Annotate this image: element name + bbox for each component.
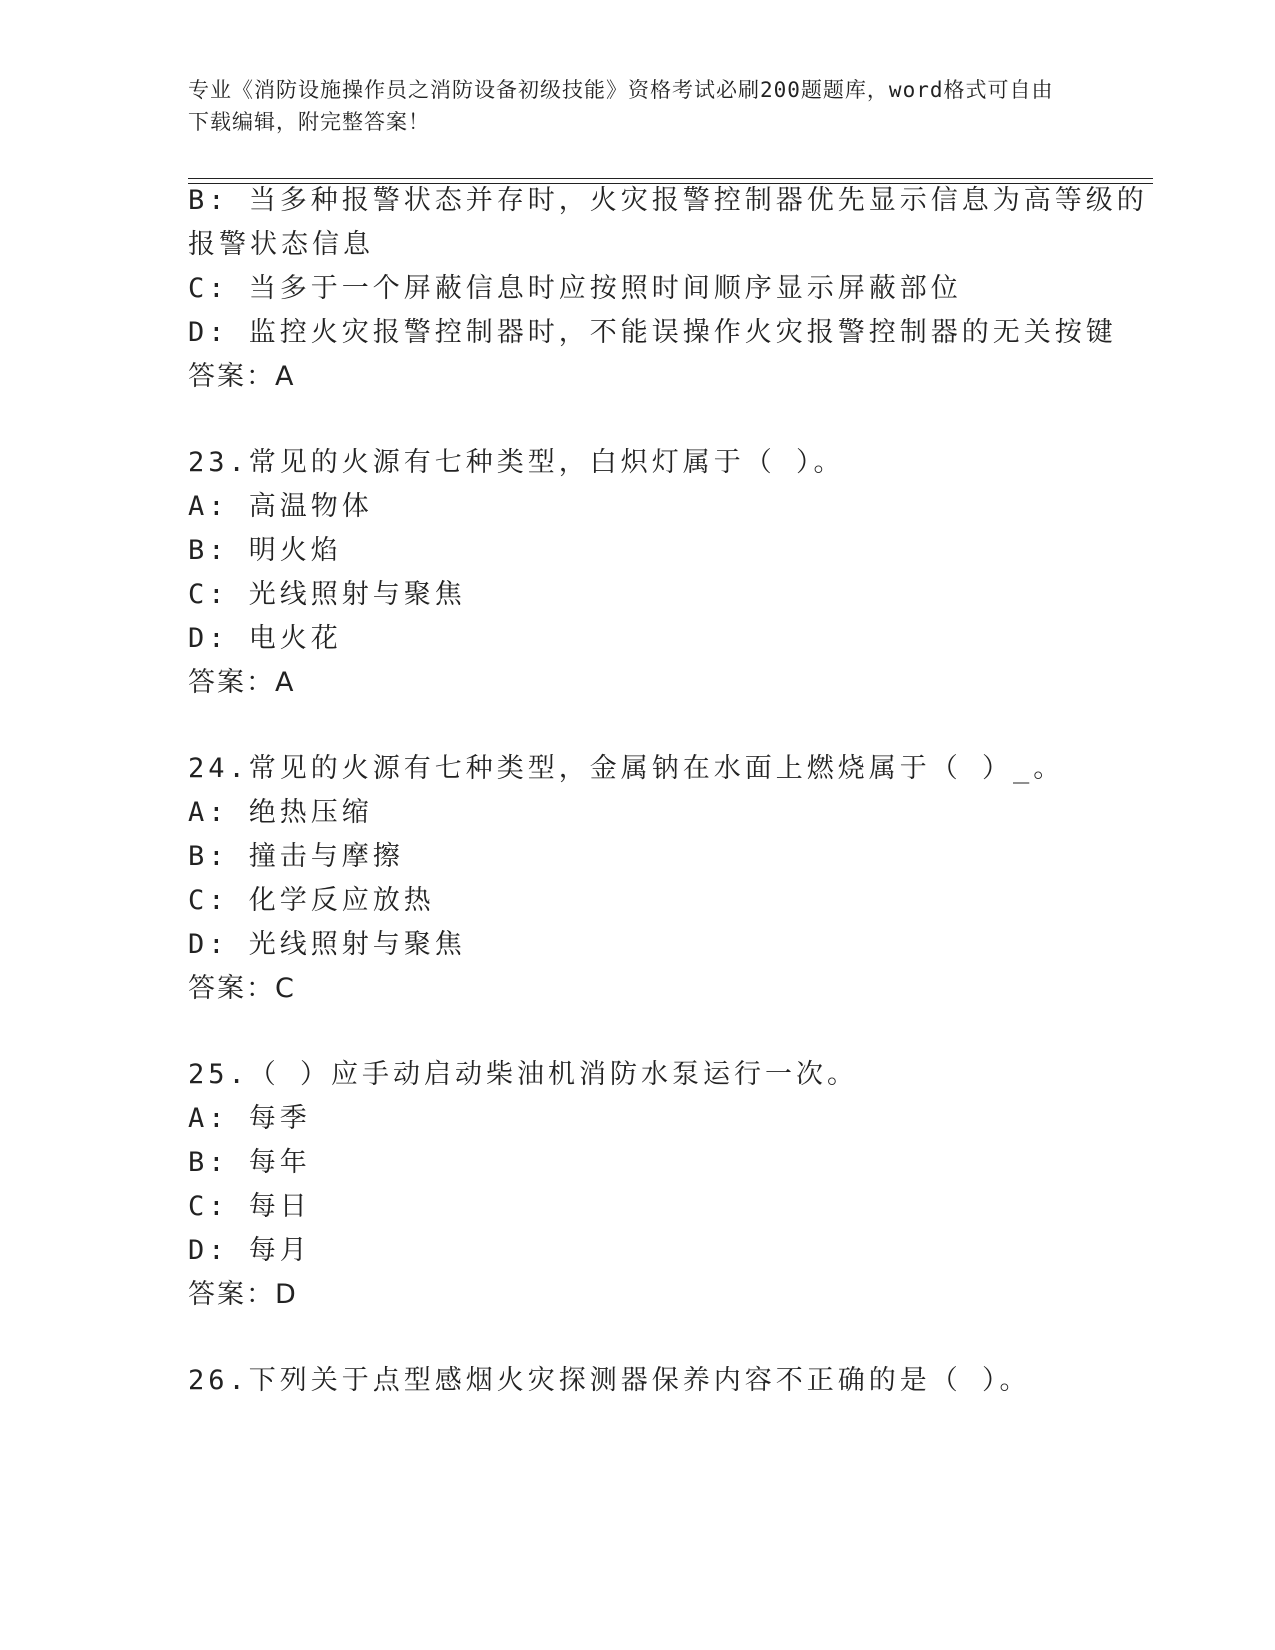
option-line: A: 每季 [188,1103,311,1134]
answer-value: A [275,667,294,698]
answer-value: C [275,973,294,1004]
option-line: A: 高温物体 [188,491,373,522]
answer-line [188,360,293,394]
answer-value: A [275,361,294,392]
option-line: C: 化学反应放热 [188,885,435,916]
question-stem: 23.常见的火源有七种类型，白炽灯属于（ ）。 [188,447,845,478]
question-stem: 26.下列关于点型感烟火灾探测器保养内容不正确的是（ ）。 [188,1365,1031,1396]
option-line: D: 光线照射与聚焦 [188,929,466,960]
option-line: D: 监控火灾报警控制器时，不能误操作火灾报警控制器的无关按键 [188,317,1117,348]
answer-label: 答案： [188,1279,275,1310]
option-line: D: 电火花 [188,623,342,654]
option-line: B: 每年 [188,1147,311,1178]
answer-label: 答案： [188,973,275,1004]
answer-label: 答案： [188,667,275,698]
answer-line [188,972,294,1006]
option-line: C: 光线照射与聚焦 [188,579,466,610]
option-line: C: 每日 [188,1191,311,1222]
option-line: C: 当多于一个屏蔽信息时应按照时间顺序显示屏蔽部位 [188,273,962,304]
question-stem: 24.常见的火源有七种类型，金属钠在水面上燃烧属于（ ）_。 [188,753,1065,784]
document-header: 专业《消防设施操作员之消防设备初级技能》资格考试必刷200题题库，word格式可自由下载编辑，附完整答案！ [188,78,1054,134]
option-line: 报警状态信息 [188,229,374,260]
option-line: D: 每月 [188,1235,311,1266]
option-line: B: 明火焰 [188,535,342,566]
option-line: B: 撞击与摩擦 [188,841,404,872]
answer-line [188,1278,296,1312]
header-rule-top [188,178,1153,179]
question-stem: 25.（ ）应手动启动柴油机消防水泵运行一次。 [188,1059,859,1090]
answer-label: 答案： [188,361,275,392]
answer-value: D [275,1279,296,1310]
answer-line [188,666,293,700]
option-line: B: 当多种报警状态并存时，火灾报警控制器优先显示信息为高等级的 [188,185,1148,216]
option-line: A: 绝热压缩 [188,797,373,828]
